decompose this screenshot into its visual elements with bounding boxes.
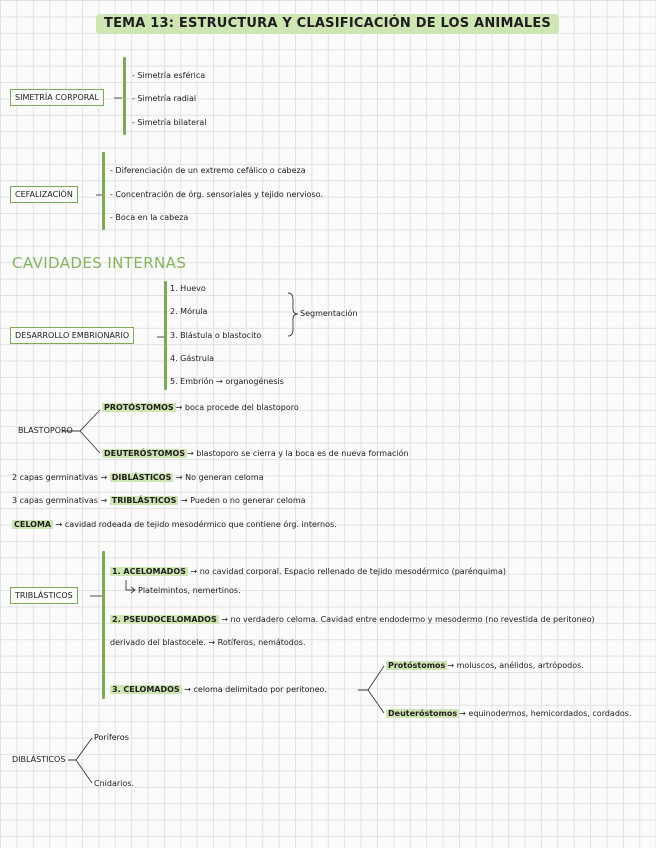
cefalizacion-box: CEFALIZACIÓN	[10, 186, 78, 203]
desarrollo-step-1: 1. Huevo	[170, 284, 206, 293]
diblasticos-item-2: Cnidarios.	[94, 779, 134, 788]
triblasticos-bar	[102, 551, 105, 699]
arrow-icon: →	[184, 685, 191, 694]
arrow-icon: →	[100, 473, 108, 482]
blastoporo-label: BLASTOPORO	[18, 426, 73, 435]
acelomados-term: 1. ACELOMADOS	[112, 567, 186, 576]
desarrollo-step-5: 5. Embrión → organogénesis	[170, 377, 284, 386]
celomados-branch-down	[368, 690, 384, 713]
arrow-icon: →	[187, 449, 194, 458]
tres-capas-line: 3 capas germinativas → TRIBLÁSTICOS → Pueden o no generar celoma	[12, 496, 306, 505]
arrow-icon: →	[221, 615, 228, 624]
deuterostomos-line: DEUTERÓSTOMOS → blastoporo se cierra y la boca es de nueva formación	[104, 449, 409, 458]
diblasticos-term: DIBLÁSTICOS	[111, 473, 172, 482]
acelomados-hook	[126, 580, 134, 590]
simetria-item-3: - Simetría bilateral	[132, 118, 207, 127]
desarrollo-step-2: 2. Mórula	[170, 307, 208, 316]
simetria-item-1: - Simetría esférica	[132, 71, 206, 80]
cefalizacion-item-3: - Boca en la cabeza	[110, 213, 189, 222]
arrow-icon: →	[175, 403, 183, 412]
desarrollo-box: DESARROLLO EMBRIONARIO	[10, 327, 134, 344]
arrow-icon: →	[175, 473, 183, 482]
celomados-deuterostomos-term: Deuteróstomos	[388, 709, 458, 718]
protostomos-term: PROTÓSTOMOS	[104, 403, 174, 412]
diblasticos-branch-down	[76, 760, 92, 783]
celoma-line: CELOMA → cavidad rodeada de tejido mesodérmico que contiene órg. internos.	[14, 520, 337, 529]
protostomos-line: PROTÓSTOMOS → boca procede del blastoporo	[104, 403, 299, 412]
cefalizacion-item-1: - Diferenciación de un extremo cefálico o cabeza	[110, 166, 306, 175]
pseudocelomados-term: 2. PSEUDOCELOMADOS	[112, 615, 217, 624]
segmentacion-label: Segmentación	[300, 309, 358, 318]
celomados-protostomos-term: Protóstomos	[388, 661, 446, 670]
cavidades-heading: CAVIDADES INTERNAS	[12, 254, 187, 272]
arrow-icon: →	[190, 567, 198, 576]
segmentacion-brace	[288, 293, 298, 336]
dos-capas-line: 2 capas germinativas → DIBLÁSTICOS → No generan celoma	[12, 473, 264, 482]
blastoporo-branch-down	[80, 431, 100, 453]
celomados-branch-up	[358, 666, 384, 690]
pseudocelomados-line-2: derivado del blastocele. → Rotíferos, nemátodos.	[110, 638, 306, 647]
acelomados-hook-head	[131, 587, 135, 593]
arrow-icon: →	[100, 496, 108, 505]
diblasticos-label: DIBLÁSTICOS	[12, 755, 66, 764]
acelomados-examples: Platelmintos, nemertinos.	[138, 586, 241, 595]
triblasticos-box: TRIBLÁSTICOS	[10, 587, 78, 604]
celomados-deuterostomos-line: Deuteróstomos → equinodermos, hemicordados, cordados.	[388, 709, 632, 718]
celomados-protostomos-line: Protóstomos → moluscos, anélidos, artrópodos.	[388, 661, 584, 670]
acelomados-line: 1. ACELOMADOS → no cavidad corporal. Espacio rellenado de tejido mesodérmico (parénquima)	[112, 567, 506, 576]
arrow-icon: →	[55, 520, 63, 529]
triblasticos-term: TRIBLÁSTICOS	[111, 496, 177, 505]
deuterostomos-term: DEUTERÓSTOMOS	[104, 449, 186, 458]
diblasticos-item-1: Poríferos	[94, 733, 129, 742]
simetria-bar	[123, 57, 126, 135]
arrow-icon: →	[216, 377, 223, 386]
page-title: TEMA 13: ESTRUCTURA Y CLASIFICACIÓN DE LOS ANIMALES	[96, 14, 559, 34]
desarrollo-step-4: 4. Gástrula	[170, 354, 215, 363]
cefalizacion-item-2: - Concentración de órg. sensoriales y tejido nervioso.	[110, 190, 323, 199]
cefalizacion-bar	[102, 152, 105, 230]
celomados-term: 3. CELOMADOS	[112, 685, 180, 694]
simetria-item-2: - Simetría radial	[132, 94, 197, 103]
desarrollo-step-3: 3. Blástula o blastocito	[170, 331, 262, 340]
arrow-icon: →	[447, 661, 455, 670]
celomados-line: 3. CELOMADOS → celoma delimitado por peritoneo.	[112, 685, 327, 694]
desarrollo-bar	[164, 281, 167, 390]
arrow-icon: →	[459, 709, 466, 718]
arrow-icon: →	[180, 496, 188, 505]
diblasticos-branch-up	[68, 738, 92, 760]
simetria-box: SIMETRÍA CORPORAL	[10, 89, 104, 106]
pseudocelomados-line: 2. PSEUDOCELOMADOS → no verdadero celoma. Cavidad entre endodermo y mesodermo (no revestida de peritoneo)	[112, 615, 595, 624]
celoma-term: CELOMA	[14, 520, 52, 529]
